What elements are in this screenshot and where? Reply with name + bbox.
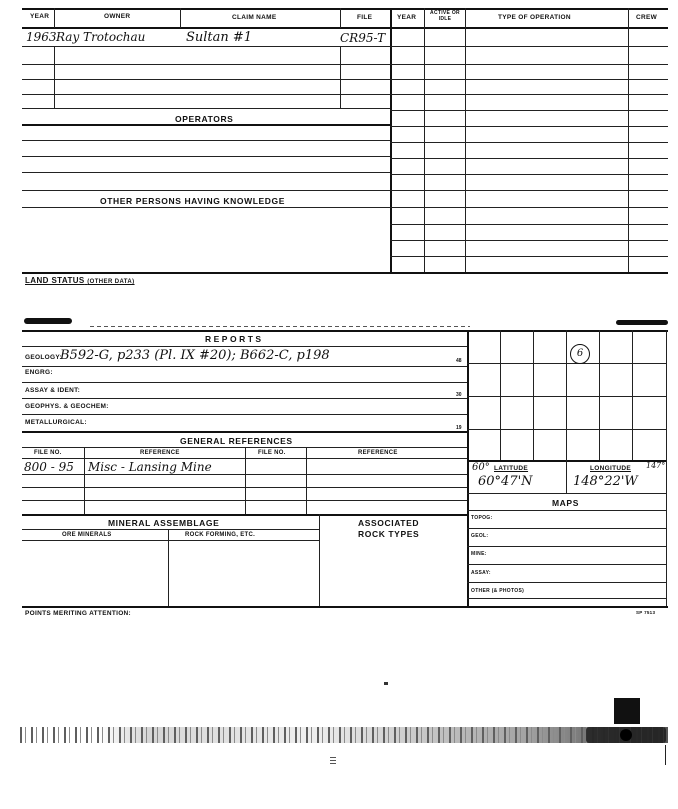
divider xyxy=(54,8,55,28)
grid-line xyxy=(467,363,666,364)
latitude-label: LATITUDE xyxy=(494,465,529,472)
row-line xyxy=(22,529,319,530)
row-line xyxy=(390,207,668,208)
edge-mark xyxy=(665,745,666,765)
divider xyxy=(340,46,341,108)
entry-file: CR95-T xyxy=(340,31,386,45)
row-line xyxy=(467,493,666,494)
row-line xyxy=(390,110,668,111)
row-line xyxy=(390,64,668,65)
row-line xyxy=(22,172,390,173)
general-references-heading: GENERAL REFERENCES xyxy=(180,436,293,446)
scan-noise-band xyxy=(20,727,668,743)
longitude-value: 148°22'W xyxy=(573,474,638,489)
geology-label: GEOLOGY: xyxy=(25,354,62,361)
scan-artifact-block xyxy=(614,698,640,724)
row-line xyxy=(22,156,390,157)
metallurgical-label: METALLURGICAL: xyxy=(25,419,87,426)
reports-heading: REPORTS xyxy=(205,334,264,344)
header-type-of-operation: TYPE OF OPERATION xyxy=(498,14,571,21)
row-line xyxy=(22,414,467,415)
file-no-label-2: FILE NO. xyxy=(258,450,286,456)
row-line xyxy=(22,124,390,126)
entry-claim-name: Sultan #1 xyxy=(186,30,253,45)
grid-line xyxy=(599,330,600,460)
speck xyxy=(330,757,336,765)
row-line xyxy=(22,79,390,80)
mine-label: MINE: xyxy=(471,551,487,557)
row-line xyxy=(390,142,668,143)
divider xyxy=(84,447,85,514)
assay-map-label: ASSAY: xyxy=(471,570,491,576)
header-owner: OWNER xyxy=(104,13,131,20)
circled-location-number: 6 xyxy=(570,344,590,364)
row-line xyxy=(22,474,467,475)
ref-reference-value: Misc - Lansing Mine xyxy=(88,460,212,474)
row-line xyxy=(467,528,666,529)
grid-line xyxy=(533,330,534,460)
header-crew: CREW xyxy=(636,14,658,21)
reference-label-2: REFERENCE xyxy=(358,450,398,456)
row-line xyxy=(390,79,668,80)
divider xyxy=(245,447,246,514)
reports-top-rule xyxy=(22,330,668,332)
divider xyxy=(465,8,466,273)
row-line xyxy=(22,487,467,488)
divider xyxy=(340,8,341,28)
land-status-heading xyxy=(25,276,135,285)
ink-smudge xyxy=(24,318,72,324)
grid-line xyxy=(467,396,666,397)
rock-forming-label: ROCK FORMING, ETC. xyxy=(185,532,256,538)
divider xyxy=(54,46,55,108)
grid-line xyxy=(500,330,501,460)
land-status-label: LAND STATUS xyxy=(25,276,85,285)
divider xyxy=(424,8,425,273)
header-file: FILE xyxy=(357,14,373,21)
other-persons-heading: OTHER PERSONS HAVING KNOWLEDGE xyxy=(100,196,286,206)
row-line xyxy=(390,174,668,175)
row-line xyxy=(467,510,666,511)
file-no-label: FILE NO. xyxy=(34,450,62,456)
row-line xyxy=(390,190,668,191)
row-line xyxy=(22,382,467,383)
divider xyxy=(566,460,567,493)
header-year-2: YEAR xyxy=(397,14,417,21)
long-degree: 147° xyxy=(646,461,666,470)
header-active-or-idle: ACTIVE OR IDLE xyxy=(430,10,460,22)
header-year: YEAR xyxy=(30,13,50,20)
row-line xyxy=(22,140,390,141)
ink-smudge xyxy=(616,320,668,325)
row-line xyxy=(22,46,390,47)
row-line xyxy=(22,540,319,541)
dotted-rule xyxy=(90,326,470,327)
top-rule xyxy=(22,8,668,10)
rock-types-label: ROCK TYPES xyxy=(358,529,420,539)
row-line xyxy=(467,598,666,599)
divider xyxy=(180,8,181,28)
speck xyxy=(384,682,388,685)
points-meriting-attention: POINTS MERITING ATTENTION: xyxy=(25,610,132,617)
row-line xyxy=(22,398,467,399)
divider xyxy=(628,8,629,273)
row-line xyxy=(22,64,390,65)
grid-line xyxy=(632,330,633,460)
page-number: 30 xyxy=(456,392,462,398)
bottom-rule xyxy=(22,606,668,608)
row-line xyxy=(390,158,668,159)
row-line xyxy=(22,500,467,501)
geol-label: GEOL: xyxy=(471,533,489,539)
assay-label: ASSAY & IDENT: xyxy=(25,387,81,394)
row-line xyxy=(467,546,666,547)
divider xyxy=(319,514,320,607)
ref-file-no-value: 800 - 95 xyxy=(24,460,74,474)
associated-label: ASSOCIATED xyxy=(358,518,420,528)
row-line xyxy=(22,346,467,347)
row-line xyxy=(22,366,467,367)
lat-degree: 60° xyxy=(472,462,490,473)
geophys-label: GEOPHYS. & GEOCHEM: xyxy=(25,403,109,410)
header-claim-name: CLAIM NAME xyxy=(232,14,277,21)
scan-hole xyxy=(620,729,632,741)
page-number: 48 xyxy=(456,358,462,364)
grid-line xyxy=(467,429,666,430)
latitude-value: 60°47'N xyxy=(478,474,533,489)
divider xyxy=(390,8,392,273)
form-number: SP 7513 xyxy=(636,610,656,615)
geology-value: B592-G, p233 (Pl. IX #20); B662-C, p198 xyxy=(60,348,330,363)
row-line xyxy=(390,224,668,225)
reference-label: REFERENCE xyxy=(140,450,180,456)
header-bottom-rule xyxy=(22,27,668,29)
row-line xyxy=(390,94,668,95)
grid-line xyxy=(666,330,667,607)
row-line xyxy=(22,514,467,516)
land-status-sublabel: (OTHER DATA) xyxy=(87,279,135,285)
longitude-label: LONGITUDE xyxy=(590,465,631,472)
row-line xyxy=(390,126,668,127)
row-line xyxy=(22,190,390,191)
mineral-assemblage-heading: MINERAL ASSEMBLAGE xyxy=(108,518,220,528)
ore-minerals-label: ORE MINERALS xyxy=(62,532,112,538)
entry-owner: Ray Trotochau xyxy=(56,30,146,44)
engrg-label: ENGRG: xyxy=(25,369,53,376)
page-number: 19 xyxy=(456,425,462,431)
divider xyxy=(306,447,307,514)
row-line xyxy=(390,46,668,47)
upper-block-bottom-rule xyxy=(22,272,668,274)
row-line xyxy=(22,431,467,433)
grid-line xyxy=(566,330,567,460)
divider xyxy=(168,529,169,607)
topog-label: TOPOG: xyxy=(471,515,493,521)
divider xyxy=(467,330,469,607)
row-line xyxy=(467,582,666,583)
row-line xyxy=(22,207,390,208)
row-line xyxy=(22,108,390,109)
row-line xyxy=(390,240,668,241)
row-line xyxy=(22,94,390,95)
other-photos-label: OTHER (& PHOTOS) xyxy=(471,588,525,594)
row-line xyxy=(390,256,668,257)
row-line xyxy=(467,564,666,565)
entry-year: 1963 xyxy=(26,30,57,44)
operators-heading: OPERATORS xyxy=(175,114,234,124)
maps-heading: MAPS xyxy=(552,498,579,508)
